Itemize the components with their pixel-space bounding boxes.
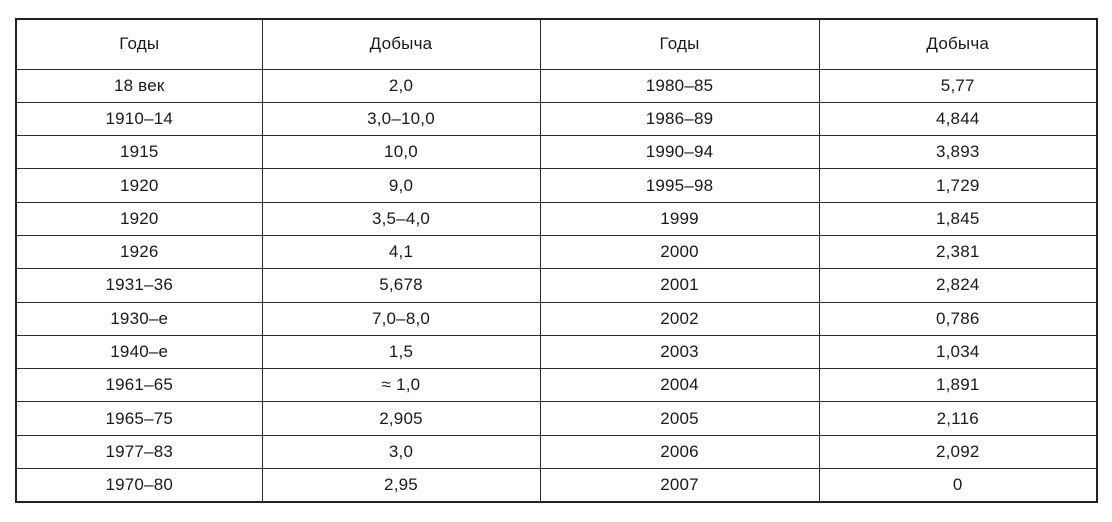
cell-years: 1961–65 bbox=[16, 369, 262, 402]
cell-years: 1990–94 bbox=[540, 136, 819, 169]
table-row bbox=[16, 435, 1097, 468]
header-years-2: Годы bbox=[540, 19, 819, 69]
cell-years: 1977–83 bbox=[16, 435, 262, 468]
table-row bbox=[16, 469, 1097, 502]
cell-production: 3,893 bbox=[819, 136, 1097, 169]
cell-years: 1986–89 bbox=[540, 102, 819, 135]
data-table-container bbox=[15, 18, 1096, 503]
cell-production: 5,678 bbox=[262, 269, 540, 302]
cell-years: 1926 bbox=[16, 235, 262, 268]
cell-years: 2005 bbox=[540, 402, 819, 435]
table-row bbox=[16, 369, 1097, 402]
cell-production: 3,5–4,0 bbox=[262, 202, 540, 235]
cell-production: 1,034 bbox=[819, 335, 1097, 368]
table-row bbox=[16, 69, 1097, 102]
cell-production: 4,844 bbox=[819, 102, 1097, 135]
cell-production: 2,905 bbox=[262, 402, 540, 435]
table-body bbox=[16, 69, 1097, 502]
cell-production: ≈ 1,0 bbox=[262, 369, 540, 402]
cell-production: 7,0–8,0 bbox=[262, 302, 540, 335]
cell-years: 1910–14 bbox=[16, 102, 262, 135]
cell-production: 2,092 bbox=[819, 435, 1097, 468]
cell-years: 2002 bbox=[540, 302, 819, 335]
cell-years: 1920 bbox=[16, 202, 262, 235]
table-row bbox=[16, 235, 1097, 268]
table-row bbox=[16, 269, 1097, 302]
header-production-1: Добыча bbox=[262, 19, 540, 69]
table-row bbox=[16, 202, 1097, 235]
cell-production: 3,0 bbox=[262, 435, 540, 468]
cell-production: 3,0–10,0 bbox=[262, 102, 540, 135]
table-row bbox=[16, 102, 1097, 135]
table-row bbox=[16, 335, 1097, 368]
header-row bbox=[16, 19, 1097, 69]
table-row bbox=[16, 402, 1097, 435]
cell-production: 1,891 bbox=[819, 369, 1097, 402]
cell-years: 1930–е bbox=[16, 302, 262, 335]
cell-production: 2,824 bbox=[819, 269, 1097, 302]
cell-years: 1920 bbox=[16, 169, 262, 202]
cell-production: 2,381 bbox=[819, 235, 1097, 268]
cell-production: 1,845 bbox=[819, 202, 1097, 235]
cell-years: 1995–98 bbox=[540, 169, 819, 202]
cell-years: 2004 bbox=[540, 369, 819, 402]
header-years-1: Годы bbox=[16, 19, 262, 69]
header-production-2: Добыча bbox=[819, 19, 1097, 69]
cell-years: 1940–е bbox=[16, 335, 262, 368]
cell-production: 2,116 bbox=[819, 402, 1097, 435]
cell-years: 1965–75 bbox=[16, 402, 262, 435]
cell-years: 1931–36 bbox=[16, 269, 262, 302]
table-row bbox=[16, 302, 1097, 335]
cell-years: 2006 bbox=[540, 435, 819, 468]
cell-production: 4,1 bbox=[262, 235, 540, 268]
cell-production: 9,0 bbox=[262, 169, 540, 202]
cell-production: 0 bbox=[819, 469, 1097, 502]
cell-years: 18 век bbox=[16, 69, 262, 102]
cell-years: 1980–85 bbox=[540, 69, 819, 102]
cell-production: 2,0 bbox=[262, 69, 540, 102]
table-row bbox=[16, 169, 1097, 202]
cell-production: 1,5 bbox=[262, 335, 540, 368]
cell-years: 2007 bbox=[540, 469, 819, 502]
cell-production: 5,77 bbox=[819, 69, 1097, 102]
cell-years: 2000 bbox=[540, 235, 819, 268]
cell-production: 0,786 bbox=[819, 302, 1097, 335]
cell-years: 2003 bbox=[540, 335, 819, 368]
cell-years: 1970–80 bbox=[16, 469, 262, 502]
production-table bbox=[15, 18, 1098, 503]
cell-production: 1,729 bbox=[819, 169, 1097, 202]
cell-years: 2001 bbox=[540, 269, 819, 302]
cell-production: 2,95 bbox=[262, 469, 540, 502]
cell-years: 1999 bbox=[540, 202, 819, 235]
cell-years: 1915 bbox=[16, 136, 262, 169]
cell-production: 10,0 bbox=[262, 136, 540, 169]
table-row bbox=[16, 136, 1097, 169]
